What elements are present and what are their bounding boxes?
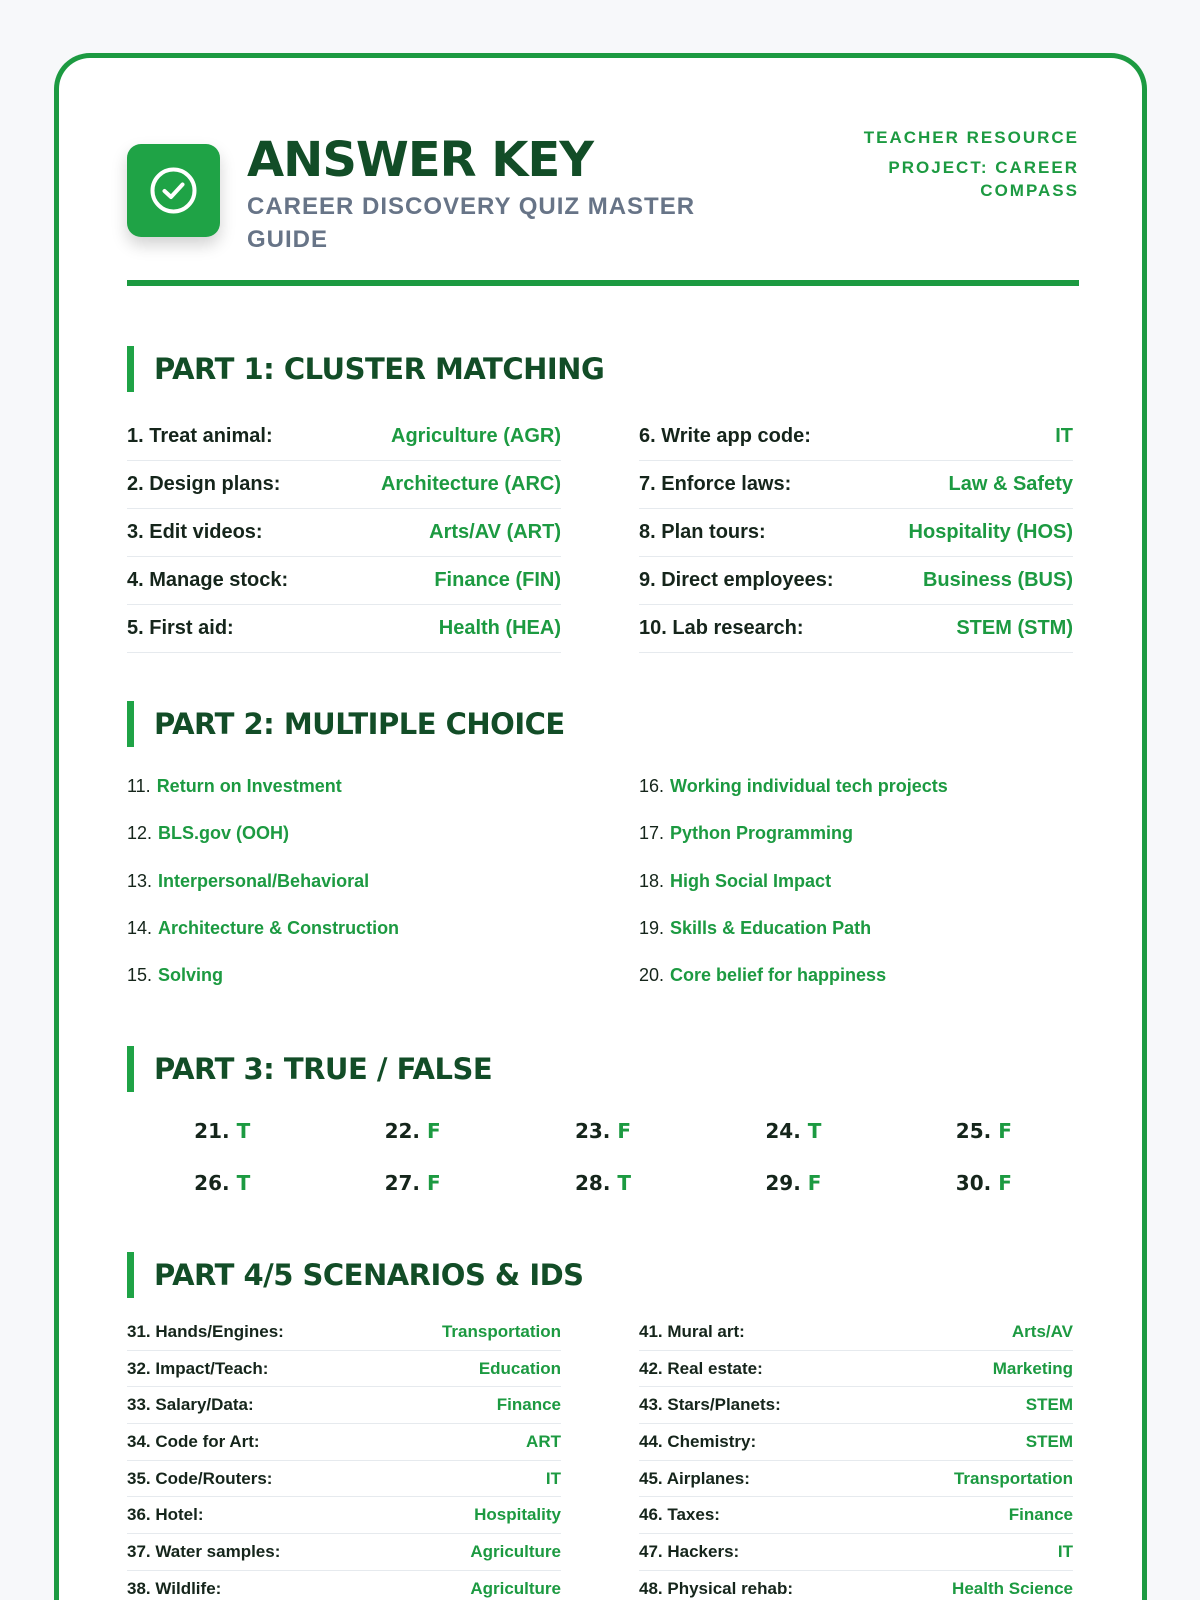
answer-value: Agriculture <box>470 1578 561 1598</box>
question-label: 8. Plan tours: <box>639 521 766 543</box>
question-label: 33. Salary/Data: <box>127 1395 254 1415</box>
tf-item <box>317 1119 507 1143</box>
answer-row <box>639 1461 1073 1498</box>
answer-value: Health Science <box>952 1578 1073 1598</box>
answer-row <box>639 1571 1073 1600</box>
tf-value: T <box>807 1119 822 1143</box>
mc-answer: Interpersonal/Behavioral <box>158 870 370 891</box>
tf-number: 27. <box>384 1171 420 1195</box>
tf-value: T <box>236 1171 251 1195</box>
answer-value: Agriculture (AGR) <box>391 425 561 447</box>
part1-left-column <box>127 413 561 653</box>
question-label: 3. Edit videos: <box>127 521 263 543</box>
tf-number: 28. <box>574 1171 611 1195</box>
question-label: 5. First aid: <box>127 617 234 639</box>
answer-value: STEM <box>1025 1395 1073 1415</box>
teacher-resource-label: TEACHER RESOURCE <box>863 128 1079 147</box>
mc-number: 12. <box>127 823 153 844</box>
answer-value: Hospitality (HOS) <box>908 521 1073 543</box>
tf-item <box>127 1171 317 1195</box>
tf-number: 30. <box>955 1171 992 1195</box>
answer-value: Health (HEA) <box>438 617 561 639</box>
answer-row <box>639 1424 1073 1461</box>
answer-value: Finance (FIN) <box>434 569 561 591</box>
question-label: 9. Direct employees: <box>639 569 834 591</box>
part2-right-column <box>639 763 1073 999</box>
mc-answer: BLS.gov (OOH) <box>158 823 290 844</box>
mc-answer: Return on Investment <box>156 776 342 797</box>
tf-item <box>127 1119 317 1143</box>
mc-answer: Architecture & Construction <box>158 918 400 939</box>
question-label: 37. Water samples: <box>127 1541 281 1561</box>
tf-value: T <box>236 1119 251 1143</box>
answer-value: STEM <box>1025 1431 1073 1451</box>
answer-row <box>127 1314 561 1351</box>
mc-item <box>639 858 1073 905</box>
part4-heading: PART 4/5 SCENARIOS & IDS <box>127 1252 1079 1298</box>
question-label: 36. Hotel: <box>127 1505 204 1525</box>
question-label: 31. Hands/Engines: <box>127 1321 284 1341</box>
question-label: 45. Airplanes: <box>639 1468 750 1488</box>
mc-number: 15. <box>127 965 153 986</box>
project-label: PROJECT: CAREER COMPASS <box>888 158 1079 200</box>
answer-value: STEM (STM) <box>956 617 1073 639</box>
mc-number: 18. <box>639 870 665 891</box>
tf-number: 22. <box>384 1119 420 1143</box>
answer-row <box>127 1424 561 1461</box>
answer-row <box>127 509 561 557</box>
answer-row <box>639 509 1073 557</box>
question-label: 4. Manage stock: <box>127 569 289 591</box>
answer-value: Finance <box>1008 1505 1073 1525</box>
tf-item <box>698 1119 888 1143</box>
tf-value: F <box>998 1171 1012 1195</box>
mc-item <box>127 810 561 857</box>
answer-row <box>127 605 561 653</box>
mc-item <box>639 763 1073 810</box>
tf-number: 21. <box>194 1119 230 1143</box>
answer-value: IT <box>1055 425 1073 447</box>
mc-item <box>127 763 561 810</box>
question-label: 41. Mural art: <box>639 1321 745 1341</box>
answer-row <box>127 1461 561 1498</box>
answer-value: Finance <box>496 1395 561 1415</box>
answer-row <box>639 413 1073 461</box>
mc-item <box>639 905 1073 952</box>
question-label: 44. Chemistry: <box>639 1431 757 1451</box>
answer-row <box>639 605 1073 653</box>
resource-meta <box>819 126 1079 202</box>
question-label: 46. Taxes: <box>639 1505 720 1525</box>
question-label: 43. Stars/Planets: <box>639 1395 781 1415</box>
question-label: 35. Code/Routers: <box>127 1468 273 1488</box>
answer-value: IT <box>1057 1541 1073 1561</box>
answer-row <box>127 413 561 461</box>
mc-answer: Python Programming <box>670 823 854 844</box>
answer-row <box>639 1497 1073 1534</box>
question-label: 48. Physical rehab: <box>639 1578 794 1598</box>
mc-item <box>639 810 1073 857</box>
answer-value: Transportation <box>441 1321 561 1341</box>
answer-value: Transportation <box>953 1468 1073 1488</box>
answer-row <box>639 1314 1073 1351</box>
question-label: 7. Enforce laws: <box>639 473 792 495</box>
answer-value: Marketing <box>992 1358 1073 1378</box>
part1-heading: PART 1: CLUSTER MATCHING <box>127 346 1079 392</box>
page-title: ANSWER KEY <box>247 132 594 188</box>
question-label: 32. Impact/Teach: <box>127 1358 269 1378</box>
answer-row <box>127 461 561 509</box>
tf-value: F <box>807 1171 822 1195</box>
answer-value: Education <box>478 1358 561 1378</box>
question-label: 2. Design plans: <box>127 473 281 495</box>
answer-row <box>639 1534 1073 1571</box>
mc-item <box>639 952 1073 999</box>
part2-heading: PART 2: MULTIPLE CHOICE <box>127 701 1079 747</box>
answer-value: Law & Safety <box>948 473 1073 495</box>
tf-number: 25. <box>955 1119 992 1143</box>
answer-value: Arts/AV (ART) <box>429 521 561 543</box>
answer-row <box>127 1571 561 1600</box>
answer-value: ART <box>526 1431 561 1451</box>
question-label: 6. Write app code: <box>639 425 811 447</box>
mc-answer: Core belief for happiness <box>670 965 887 986</box>
mc-number: 14. <box>127 918 153 939</box>
mc-number: 13. <box>127 870 153 891</box>
answer-row <box>127 557 561 605</box>
mc-item <box>127 952 561 999</box>
tf-item <box>889 1171 1079 1195</box>
answer-value: Hospitality <box>474 1505 561 1525</box>
question-label: 42. Real estate: <box>639 1358 763 1378</box>
answer-row <box>639 1351 1073 1388</box>
question-label: 47. Hackers: <box>639 1541 740 1561</box>
tf-item <box>698 1171 888 1195</box>
question-label: 38. Wildlife: <box>127 1578 222 1598</box>
logo-badge <box>127 144 220 237</box>
mc-answer: Working individual tech projects <box>670 776 948 797</box>
mc-number: 19. <box>639 918 665 939</box>
answer-row <box>639 557 1073 605</box>
answer-value: IT <box>545 1468 561 1488</box>
check-circle-icon <box>149 166 198 215</box>
mc-answer: High Social Impact <box>670 870 832 891</box>
answer-row <box>127 1387 561 1424</box>
tf-number: 26. <box>194 1171 230 1195</box>
tf-value: F <box>998 1119 1012 1143</box>
mc-number: 20. <box>639 965 665 986</box>
tf-number: 24. <box>765 1119 801 1143</box>
tf-value: F <box>426 1119 441 1143</box>
part4-left-column <box>127 1314 561 1600</box>
mc-answer: Solving <box>158 965 224 986</box>
header-divider <box>127 280 1079 286</box>
tf-value: F <box>617 1119 632 1143</box>
tf-number: 29. <box>765 1171 801 1195</box>
page-subtitle: CAREER DISCOVERY QUIZ MASTER GUIDE <box>247 193 696 253</box>
mc-number: 11. <box>127 776 151 797</box>
true-false-grid <box>127 1105 1079 1209</box>
answer-row <box>639 1387 1073 1424</box>
answer-value: Architecture (ARC) <box>380 473 561 495</box>
tf-value: T <box>617 1171 632 1195</box>
tf-row <box>127 1157 1079 1209</box>
question-label: 1. Treat animal: <box>127 425 273 447</box>
answer-key-card <box>54 53 1147 1600</box>
tf-number: 23. <box>574 1119 611 1143</box>
answer-row <box>127 1351 561 1388</box>
mc-number: 17. <box>639 823 665 844</box>
mc-item <box>127 905 561 952</box>
tf-value: F <box>426 1171 441 1195</box>
answer-row <box>127 1534 561 1571</box>
tf-item <box>508 1119 698 1143</box>
mc-item <box>127 858 561 905</box>
tf-item <box>317 1171 507 1195</box>
mc-number: 16. <box>639 776 665 797</box>
part1-right-column <box>639 413 1073 653</box>
tf-item <box>889 1119 1079 1143</box>
answer-value: Arts/AV <box>1011 1321 1073 1341</box>
answer-value: Agriculture <box>470 1541 561 1561</box>
part3-heading: PART 3: TRUE / FALSE <box>127 1046 1079 1092</box>
part2-left-column <box>127 763 561 999</box>
question-label: 34. Code for Art: <box>127 1431 260 1451</box>
answer-row <box>127 1497 561 1534</box>
mc-answer: Skills & Education Path <box>670 918 872 939</box>
answer-value: Business (BUS) <box>922 569 1073 591</box>
tf-item <box>508 1171 698 1195</box>
question-label: 10. Lab research: <box>639 617 804 639</box>
answer-row <box>639 461 1073 509</box>
part4-right-column <box>639 1314 1073 1600</box>
tf-row <box>127 1105 1079 1157</box>
